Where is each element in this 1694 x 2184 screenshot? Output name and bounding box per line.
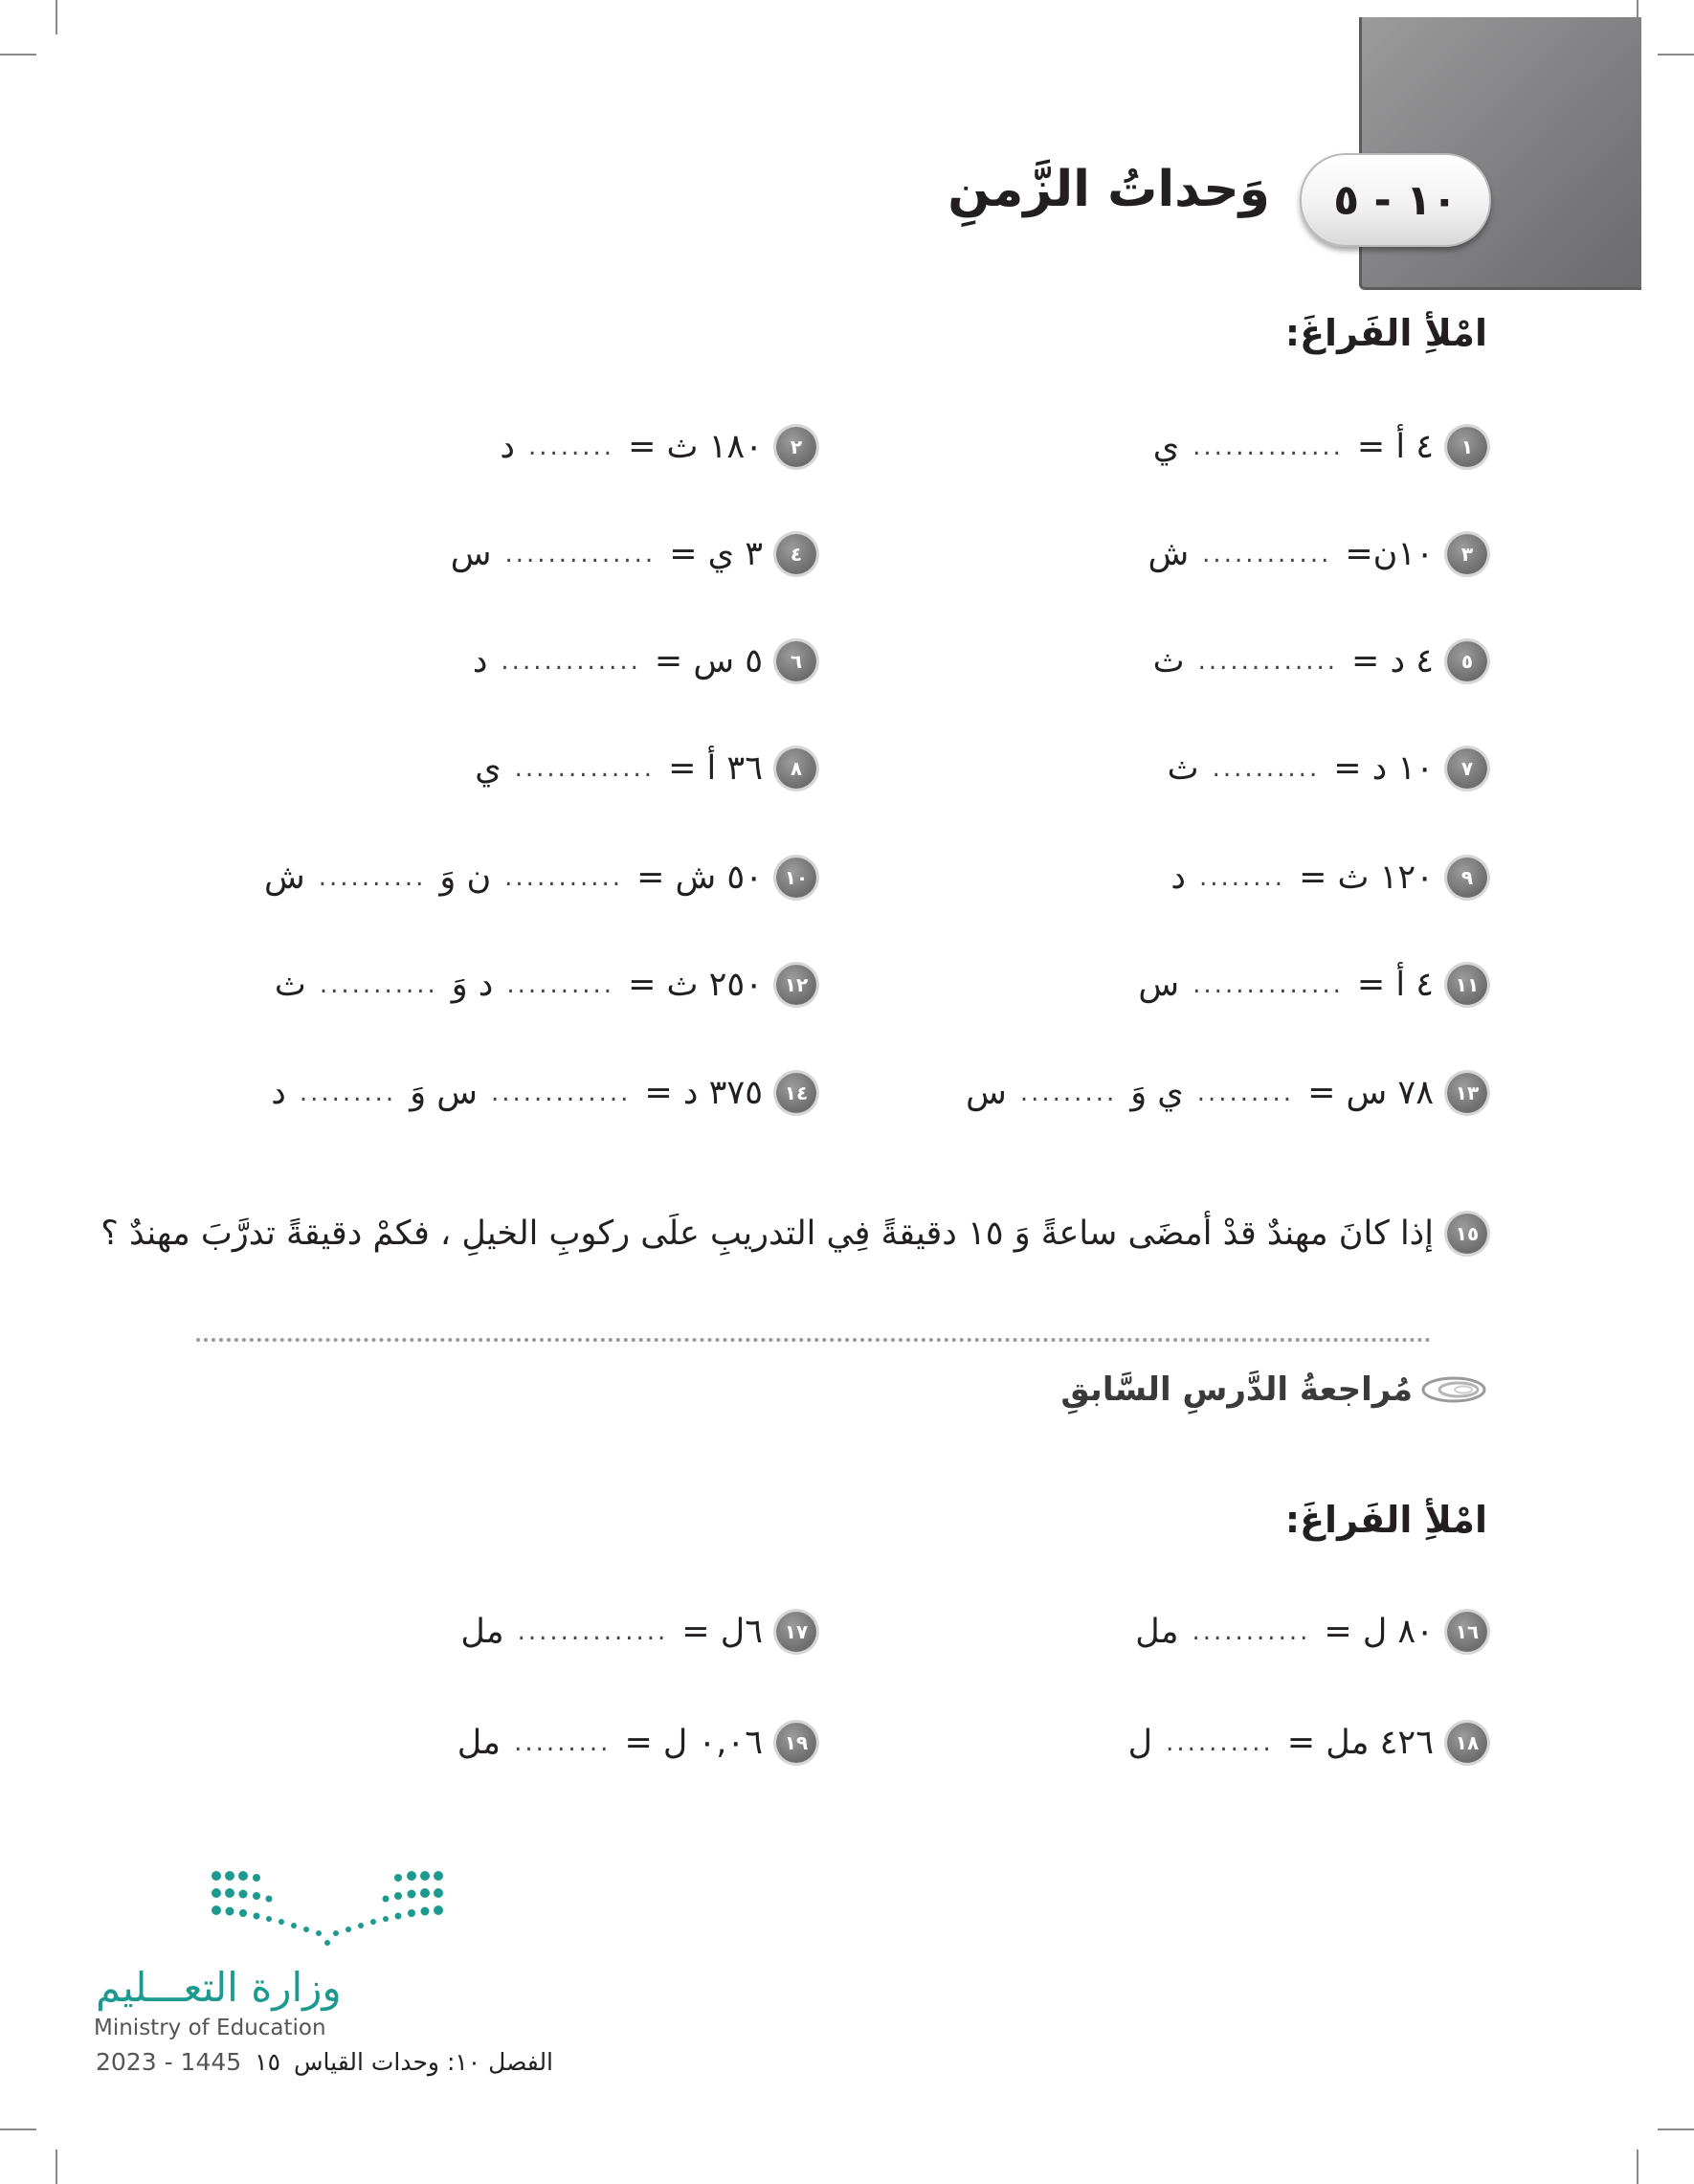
exercise-left: ٤ د =: [1351, 642, 1434, 680]
exercise-left: ٤٢٦ مل =: [1286, 1724, 1434, 1762]
exercise-left: ٢٥٠ ث =: [628, 966, 763, 1004]
exercise-left: ١٢٠ ث =: [1299, 858, 1434, 897]
exercise-number: ٧: [1447, 748, 1487, 789]
exercise-number: ١٧: [776, 1612, 816, 1652]
exercise-left: ٨٠ ل =: [1324, 1613, 1434, 1651]
page-number: ١٥: [255, 2048, 281, 2076]
exercise-number: ٣: [1447, 534, 1487, 574]
exercise-14: [271, 1069, 816, 1117]
exercise-6: [473, 637, 816, 685]
exercise-unit: د وَ: [451, 966, 494, 1004]
exercise-9: [1170, 854, 1487, 902]
exercise-5: [1153, 637, 1487, 685]
exercise-unit: ش: [1148, 535, 1190, 573]
exercise-left: ٠,٠٦ ل =: [624, 1724, 763, 1762]
exercise-left: ٣٦ أ =: [668, 749, 763, 788]
exercise-left: ٤ أ =: [1356, 428, 1434, 466]
edition-year: 2023 - 1445: [96, 2048, 242, 2076]
review-heading: [1060, 1371, 1487, 1409]
exercise-4: [451, 530, 816, 578]
answer-blank[interactable]: .............: [490, 1079, 632, 1107]
exercise-17: [460, 1608, 816, 1656]
exercise-number: ١٠: [776, 858, 816, 898]
exercise-unit: ي: [475, 749, 502, 788]
exercise-number: ٥: [1447, 641, 1487, 681]
ministry-name-english: Ministry of Education: [94, 2016, 326, 2040]
exercise-unit: ي وَ: [1130, 1074, 1184, 1112]
exercise-13: [966, 1069, 1487, 1117]
answer-blank[interactable]: ...........: [504, 863, 624, 892]
instruction: امْلأِ الفَراغَ:: [1284, 312, 1487, 354]
crop-mark: [1637, 2150, 1638, 2184]
exercise-left: ١٠ د =: [1333, 749, 1434, 788]
exercise-unit: س: [966, 1074, 1007, 1112]
exercise-unit: ن وَ: [439, 858, 492, 897]
exercise-number: ١٩: [776, 1723, 816, 1763]
exercise-left: ٧٨ س =: [1307, 1074, 1434, 1112]
answer-blank[interactable]: .........: [514, 1728, 612, 1757]
exercise-3: [1148, 530, 1487, 578]
exercise-left: ١٨٠ ث =: [628, 428, 763, 466]
exercise-19: [457, 1719, 816, 1767]
answer-blank[interactable]: ..........: [1212, 754, 1321, 783]
exercise-unit: ل: [1127, 1724, 1153, 1762]
crop-mark: [0, 54, 36, 56]
crop-mark: [56, 0, 57, 34]
answer-blank[interactable]: ..........: [1166, 1728, 1274, 1757]
ministry-logo-icon: [209, 1866, 448, 1952]
exercise-11: [1138, 961, 1487, 1009]
answer-blank[interactable]: ........: [527, 433, 615, 461]
swirl-icon: [1420, 1371, 1487, 1409]
answer-blank[interactable]: .............: [1197, 647, 1339, 676]
exercise-left: ٥٠ ش =: [636, 858, 763, 897]
exercise-number: ٤: [776, 534, 816, 574]
exercise-unit: ث: [1152, 642, 1185, 680]
review-title: مُراجعةُ الدَّرسِ السَّابقِ: [1060, 1371, 1413, 1409]
answer-blank[interactable]: ............: [1202, 540, 1332, 568]
exercise-unit: د: [472, 642, 488, 680]
exercise-unit: د: [1170, 858, 1186, 897]
exercise-2: [500, 423, 816, 471]
exercise-16: [1135, 1608, 1487, 1656]
exercise-number: ١٨: [1447, 1723, 1487, 1763]
exercise-number: ١٦: [1447, 1612, 1487, 1652]
exercise-unit: د: [271, 1074, 286, 1112]
exercise-left: ١٠ن=: [1345, 535, 1434, 573]
answer-line[interactable]: [196, 1338, 1431, 1342]
answer-blank[interactable]: ..........: [318, 863, 427, 892]
answer-blank[interactable]: ..........: [506, 970, 615, 999]
exercise-unit: س: [1138, 966, 1180, 1004]
exercise-1: [1153, 423, 1487, 471]
exercise-left: ٣٧٥ د =: [644, 1074, 763, 1112]
exercise-number: ٩: [1447, 858, 1487, 898]
exercise-left: ٣ ي =: [669, 535, 763, 573]
answer-blank[interactable]: .........: [1196, 1079, 1295, 1107]
answer-blank[interactable]: .............: [514, 754, 656, 783]
answer-blank[interactable]: ..............: [1192, 433, 1344, 461]
word-problem: [100, 1214, 1487, 1254]
crop-mark: [56, 2150, 57, 2184]
exercise-number: ٦: [776, 641, 816, 681]
exercise-left: ٥ س =: [654, 642, 763, 680]
chapter-label: الفصل ١٠: وحدات القياس: [294, 2048, 554, 2076]
exercise-12: [275, 961, 816, 1009]
exercise-unit: د: [500, 428, 515, 466]
exercise-number: ١٢: [776, 965, 816, 1005]
exercise-number: ١٤: [776, 1073, 816, 1113]
exercise-unit: ش: [264, 858, 305, 897]
exercise-7: [1168, 745, 1487, 792]
exercise-left: ٤ أ =: [1356, 966, 1434, 1004]
exercise-unit: ث: [274, 966, 306, 1004]
exercise-8: [475, 745, 816, 792]
exercise-10: [264, 854, 816, 902]
answer-blank[interactable]: ..............: [504, 540, 657, 568]
exercise-number: ٨: [776, 748, 816, 789]
exercise-left: ٦ل =: [681, 1613, 763, 1651]
word-problem-text: إذا كانَ مهندٌ قدْ أمضَى ساعةً وَ ١٥ دقيقةً فِي التدريبِ علَى ركوبِ الخيلِ ، فكمْ دقيقةً تدرَّبَ مهندٌ ؟: [100, 1215, 1434, 1253]
exercise-unit: س: [450, 535, 492, 573]
exercise-number: ١٥: [1447, 1214, 1487, 1254]
lesson-number-badge: [1300, 153, 1491, 247]
answer-blank[interactable]: .........: [299, 1079, 397, 1107]
exercise-number: ١٣: [1447, 1073, 1487, 1113]
answer-blank[interactable]: .............: [501, 647, 641, 676]
exercise-18: [1128, 1719, 1487, 1767]
review-instruction: امْلأِ الفَراغَ:: [1284, 1499, 1487, 1541]
exercise-unit: ث: [1167, 749, 1199, 788]
crop-mark: [0, 2128, 36, 2130]
answer-blank[interactable]: ..............: [517, 1617, 669, 1646]
exercise-unit: مل: [460, 1613, 504, 1651]
page-footer: [96, 2048, 553, 2076]
lesson-title: وَحداتُ الزَّمنِ: [947, 161, 1270, 218]
answer-blank[interactable]: ..............: [1192, 970, 1344, 999]
exercise-number: ١: [1447, 427, 1487, 467]
answer-blank[interactable]: .........: [1019, 1079, 1118, 1107]
lesson-number: ١٠ - ٥: [1333, 175, 1458, 225]
answer-blank[interactable]: ........: [1198, 863, 1286, 892]
ministry-name-arabic: وزارة التعـــليم: [96, 1964, 342, 2011]
exercise-unit: مل: [457, 1724, 502, 1762]
exercise-unit: مل: [1135, 1613, 1179, 1651]
answer-blank[interactable]: ...........: [319, 970, 438, 999]
exercise-unit: س وَ: [410, 1074, 478, 1112]
exercise-number: ٢: [776, 427, 816, 467]
exercise-unit: ي: [1152, 428, 1180, 466]
crop-mark: [1658, 2128, 1694, 2130]
crop-mark: [1658, 54, 1694, 56]
exercise-number: ١١: [1447, 965, 1487, 1005]
answer-blank[interactable]: ...........: [1192, 1617, 1311, 1646]
